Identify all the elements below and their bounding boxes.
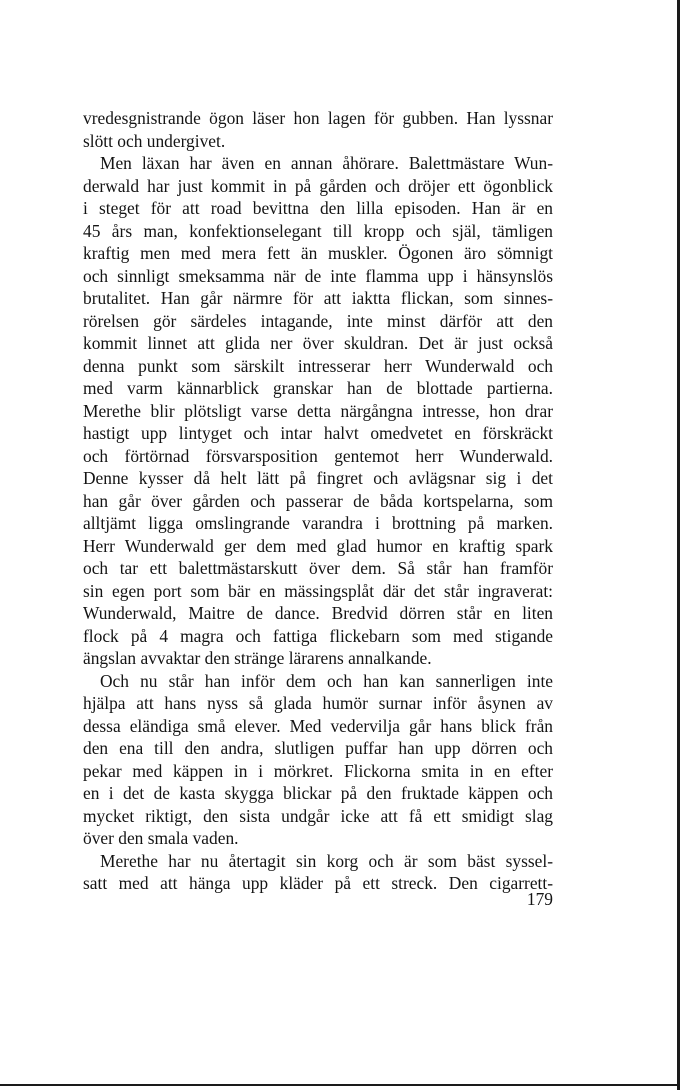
text-line: alltjämt ligga omslingrande varandra i brottning på marken. (83, 513, 553, 533)
text-line: över den smala vaden. (83, 828, 239, 848)
text-line: hjälpa att hans nyss så glada humör surnar inför åsynen av (83, 693, 553, 713)
text-line: Och nu står han inför dem och han kan sannerligen inte (100, 670, 553, 691)
text-line: Men läxan har även en annan åhörare. Balettmästare Wun- (100, 153, 553, 173)
text-line: slött och undergivet. (83, 130, 226, 151)
text-line: Merethe blir plötsligt varse detta närgångna intresse, hon drar (83, 400, 553, 421)
text-line: denna punkt som särskilt intresserar herr Wunderwald och (83, 355, 553, 376)
text-line: i steget för att road bevittna den lilla episoden. Han är en (83, 198, 553, 218)
text-line: och tar ett balettmästarskutt över dem. Så står han framför (83, 558, 553, 578)
text-line: ängslan avvaktar den stränge lärarens annalkande. (83, 648, 432, 668)
text-line: en i det de kasta skygga blickar på den fruktade käppen och (83, 783, 553, 803)
text-line: Denne kysser då helt lätt på fingret och avlägsnar sig i det (83, 468, 553, 488)
text-line: den ena till den andra, slutligen puffar han upp dörren och (83, 738, 553, 758)
text-line: Herr Wunderwald ger dem med glad humor en kraftig spark (83, 535, 553, 556)
scan-edge-bottom (0, 1084, 680, 1086)
text-line: satt med att hänga upp kläder på ett streck. Den cigarrett- (83, 873, 553, 893)
page-number: 179 (526, 889, 553, 909)
text-line: pekar med käppen in i mörkret. Flickorna smita in en efter (83, 760, 553, 781)
text-line: flock på 4 magra och fattiga flickebarn som med stigande (83, 625, 553, 646)
text-line: derwald har just kommit in på gården och dröjer ett ögonblick (83, 175, 553, 196)
body-text (83, 107, 553, 895)
text-line: 45 års man, konfektionselegant till kropp och själ, tämligen (83, 220, 553, 241)
text-line: Merethe har nu återtagit sin korg och är som bäst syssel- (100, 850, 553, 871)
text-line: och förtörnad försvarsposition gentemot herr Wunderwald. (83, 445, 553, 466)
text-line: och sinnligt smeksamma när de inte flamma upp i hänsynslös (83, 265, 553, 286)
text-line: sin egen port som bär en mässingsplåt där det står ingraverat: (83, 580, 553, 601)
text-line: rörelsen gör särdeles intagande, inte minst därför att den (83, 310, 553, 331)
text-line: vredesgnistrande ögon läser hon lagen för gubben. Han lyssnar (83, 108, 553, 128)
text-line: Wunderwald, Maitre de dance. Bredvid dörren står en liten (83, 603, 553, 623)
text-line: kommit linnet att glida ner över skuldran. Det är just också (83, 333, 553, 353)
text-line: hastigt upp lintyget och intar halvt omedvetet en förskräckt (83, 423, 553, 443)
text-line: mycket riktigt, den sista undgår icke att få ett smidigt slag (83, 805, 553, 826)
text-line: med varm kännarblick granskar han de blottade partierna. (83, 378, 553, 398)
scan-edge-right (677, 0, 680, 1090)
text-line: han går över gården och passerar de båda kortspelarna, som (83, 490, 553, 511)
text-line: dessa eländiga små elever. Med vedervilja går hans blick från (83, 715, 553, 736)
text-line: brutalitet. Han går närmre för att iaktta flickan, som sinnes- (83, 288, 553, 308)
text-line: kraftig men med mera fett än muskler. Ögonen äro sömnigt (83, 243, 553, 263)
